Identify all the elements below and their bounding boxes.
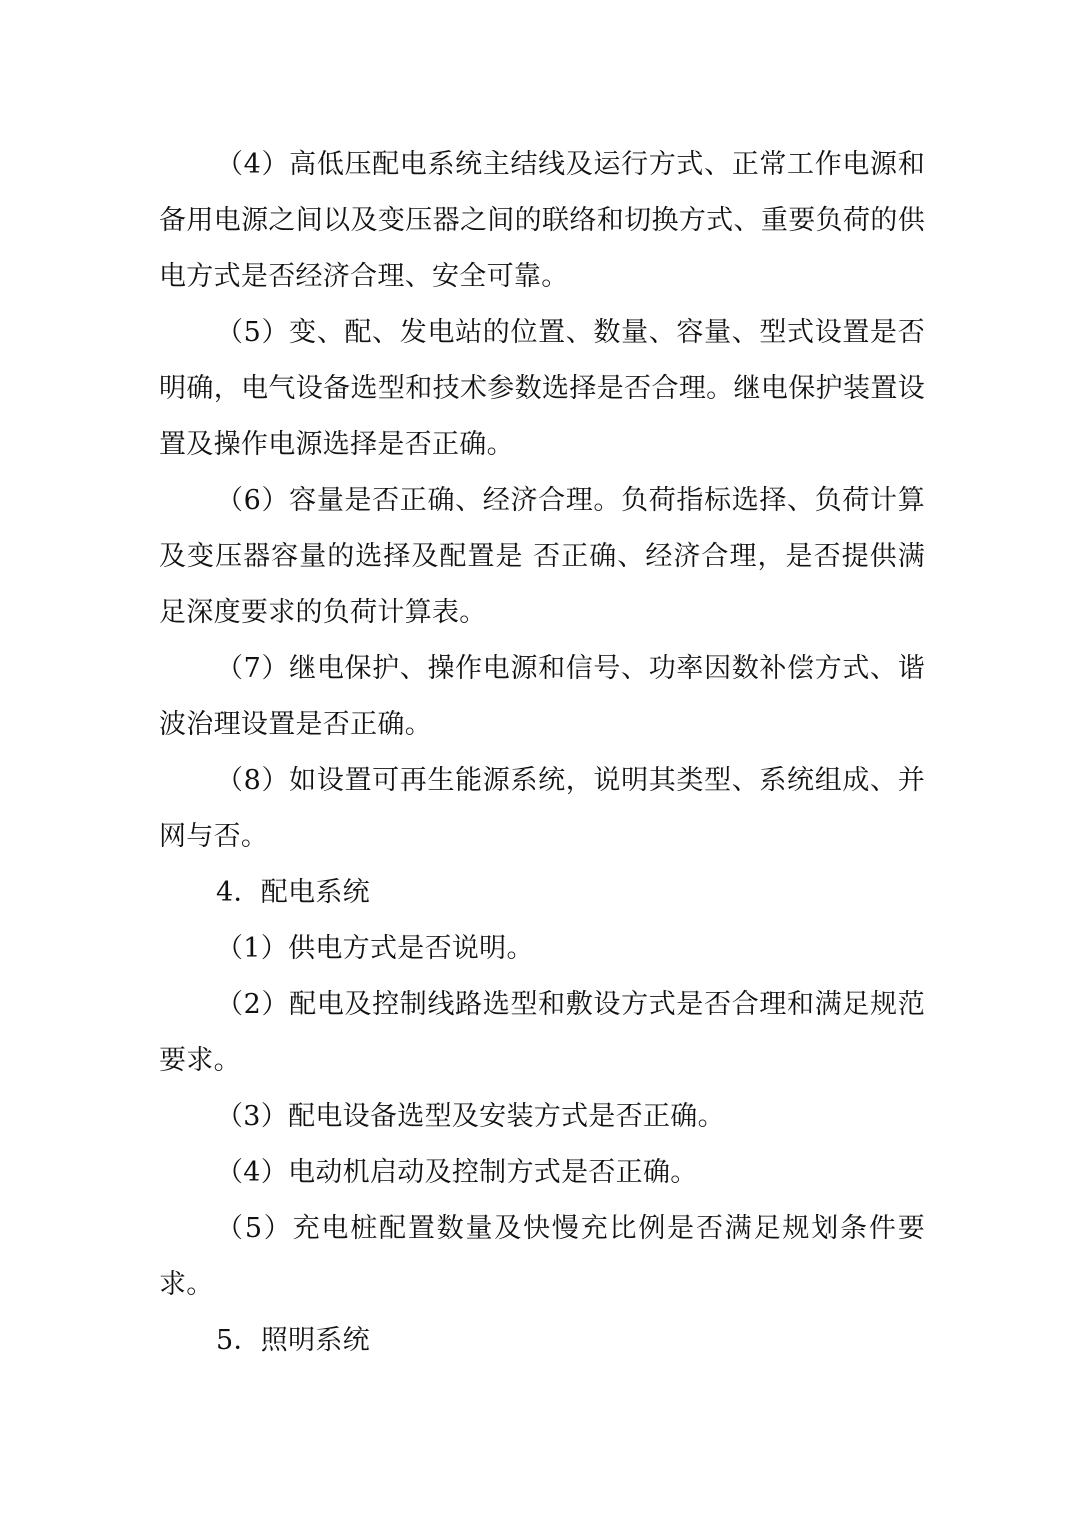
paragraph-item-4: （4）高低压配电系统主结线及运行方式、正常工作电源和备用电源之间以及变压器之间的联络和切换方式、重要负荷的供电方式是否经济合理、安全可靠。 <box>159 149 925 292</box>
section-heading-distribution-system: 4．配电系统 <box>216 877 370 908</box>
paragraph-item-8: （8）如设置可再生能源系统，说明其类型、系统组成、并网与否。 <box>159 765 925 852</box>
paragraph-item-6: （6）容量是否正确、经济合理。负荷指标选择、负荷计算及变压器容量的选择及配置是 否正确、经济合理，是否提供满足深度要求的负荷计算表。 <box>159 485 925 628</box>
distribution-item-1: （1）供电方式是否说明。 <box>216 933 534 964</box>
section-heading-lighting-system: 5．照明系统 <box>216 1325 370 1356</box>
document-body <box>159 137 925 1369</box>
distribution-item-5: （5）充电桩配置数量及快慢充比例是否满足规划条件要求。 <box>159 1213 925 1300</box>
distribution-item-4: （4）电动机启动及控制方式是否正确。 <box>216 1157 698 1188</box>
distribution-item-3: （3）配电设备选型及安装方式是否正确。 <box>216 1101 725 1132</box>
paragraph-item-5: （5）变、配、发电站的位置、数量、容量、型式设置是否明确，电气设备选型和技术参数选择是否合理。继电保护装置设置及操作电源选择是否正确。 <box>159 317 925 460</box>
distribution-item-2: （2）配电及控制线路选型和敷设方式是否合理和满足规范要求。 <box>159 989 925 1076</box>
paragraph-item-7: （7）继电保护、操作电源和信号、功率因数补偿方式、谐波治理设置是否正确。 <box>159 653 925 740</box>
